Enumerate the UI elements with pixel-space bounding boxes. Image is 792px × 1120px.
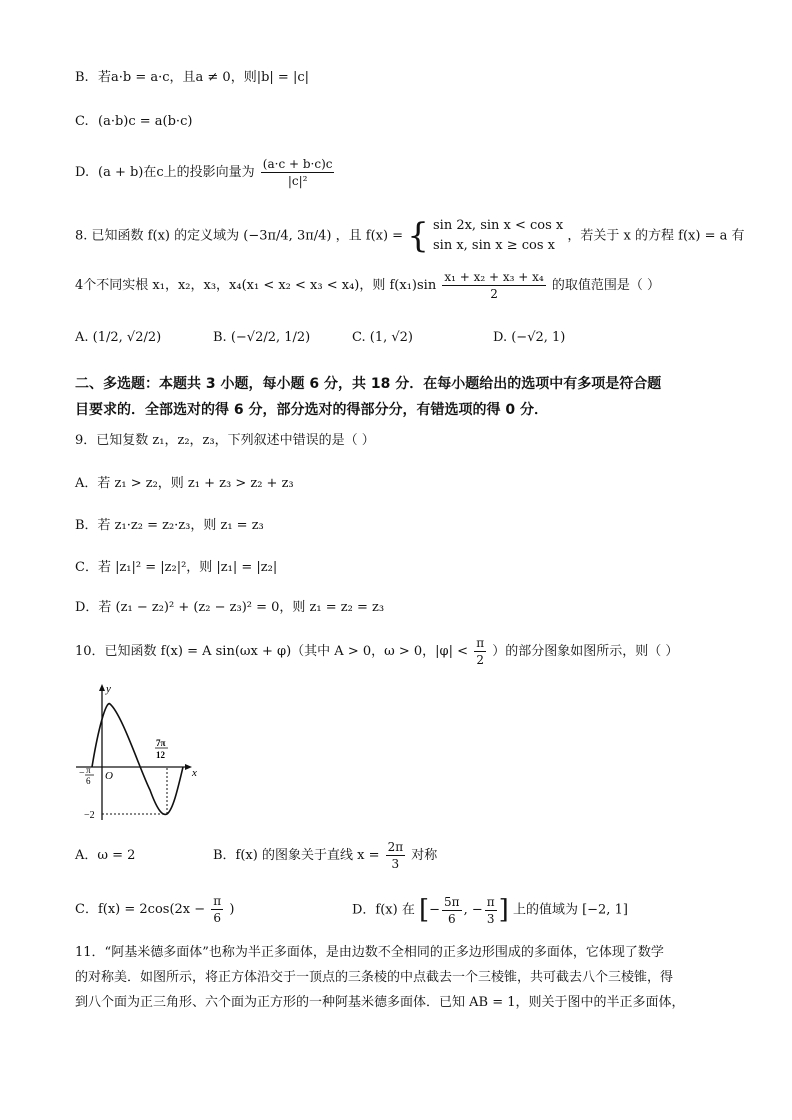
- q8-cases: [433, 216, 563, 256]
- q8-case1: sin 2x, sin x < cos x: [433, 218, 564, 233]
- q8-option-a: [75, 328, 161, 348]
- q10-d-d2: 3: [486, 911, 495, 926]
- q7-option-d-text: [98, 150, 336, 196]
- q7-option-c: C.: [75, 114, 89, 129]
- min-label: −2: [84, 810, 95, 821]
- q7-d-fraction: [261, 156, 335, 189]
- q9-option-a: A．若 z₁ > z₂，则 z₁ + z₃ > z₂ + z₃: [75, 476, 294, 491]
- y-label: y: [106, 683, 111, 695]
- q8-brace: {: [407, 216, 429, 256]
- q8-text-b: ，且 f(x) =: [335, 228, 404, 244]
- q8-case2: sin x, sin x ≥ cos x: [433, 238, 555, 253]
- q10-c-post: ): [229, 902, 235, 917]
- q7-option-b: B.: [75, 70, 89, 85]
- sine-curve: [92, 704, 183, 815]
- y-axis-arrow-icon: [99, 684, 105, 691]
- q7-option-c-text: (a·b)c = a(b·c): [98, 114, 193, 129]
- q8-c-label: C.: [352, 330, 366, 345]
- q8-number: 8.: [75, 228, 88, 244]
- q10-d-pre: D．f(x) 在: [352, 902, 415, 918]
- q8-option-c: [352, 328, 413, 348]
- q10-option-d: D．f(x) 在 [− $\frac{5\pi}{6}$ , − $\frac{\pi}{3}$ ] 上的值域为 [−2, 1]: [352, 894, 628, 926]
- left-num: π: [86, 765, 91, 775]
- q8-d-text: (−√2, 1): [511, 330, 566, 345]
- q9-option-c: C．若 |z₁|² = |z₂|²，则 |z₁| = |z₂|: [75, 560, 278, 575]
- q10-d-n1: 5π: [444, 894, 460, 909]
- q7-d-den: |c|²: [287, 174, 308, 188]
- q10-c-frac: [211, 893, 223, 926]
- section2-heading-line2: 目要求的．全部选对的得 6 分，部分选对的得部分分，有错选项的得 0 分．: [75, 402, 548, 418]
- q8-fraction: [442, 269, 545, 302]
- q11-line1: 11．“阿基米德多面体”也称为半正多面体，是由边数不全相同的正多边形围成的多面体，它体现了数学: [75, 945, 664, 960]
- x-axis-arrow-icon: [185, 764, 192, 770]
- q10-option-a: A．ω = 2: [75, 848, 136, 863]
- q10-stem: [75, 632, 678, 672]
- q10-stem-b: ）的部分图象如图所示，则（ ）: [492, 644, 679, 659]
- q8-b-text: (−√2/2, 1/2): [230, 330, 311, 345]
- q10-stem-a: 10．已知函数 f(x) = A sin(ωx + φ)（其中 A > 0，ω > 0，|φ| <: [75, 644, 469, 659]
- q9-option-d: D．若 (z₁ − z₂)² + (z₂ − z₃)² = 0，则 z₁ = z₂ = z₃: [75, 600, 385, 615]
- q7-option-b-text: 若a·b = a·c，且a ≠ 0，则|b| = |c|: [98, 70, 309, 85]
- x-label: x: [192, 767, 197, 779]
- q7-d-pre: (a + b)在c上的投影向量为: [98, 165, 255, 180]
- q9-option-b: B．若 z₁·z₂ = z₂·z₃，则 z₁ = z₃: [75, 518, 264, 533]
- q10-pi2: [474, 635, 486, 668]
- origin-label: O: [105, 770, 113, 782]
- q9-stem: 9．已知复数 z₁，z₂，z₃，下列叙述中错误的是（ ）: [75, 433, 375, 448]
- q10-d-n2: π: [486, 894, 495, 909]
- q7-d-num: (a·c + b·c)c: [262, 157, 333, 171]
- right-den: 12: [156, 750, 165, 760]
- q10-d-lbracket: [: [418, 895, 430, 925]
- q10-b-pre: B．f(x) 的图象关于直线 x =: [213, 848, 380, 863]
- q10-option-b: [213, 836, 437, 876]
- q11-line2: 的对称美．如图所示，将正方体沿交于一顶点的三条棱的中点截去一个三棱锥，共可截去八个三棱锥，得: [75, 970, 674, 985]
- q10-d-frac2: [485, 894, 497, 927]
- q11-line3: 到八个面为正三角形、六个面为正方形的一种阿基米德多面体．已知 AB = 1，则关于图中的半正多面体，: [75, 995, 685, 1010]
- q8-a-label: A.: [75, 330, 89, 345]
- q8-text-a: 已知函数 f(x) 的定义域为: [91, 228, 240, 244]
- q10-graph: [70, 680, 210, 830]
- q10-pi2-num: π: [476, 636, 485, 650]
- q8-text-c: ，若关于 x 的方程 f(x) = a 有: [567, 228, 745, 244]
- section2-heading-line1: 二、多选题：本题共 3 小题，每小题 6 分，共 18 分．在每小题给出的选项中有多项是符合题: [75, 376, 662, 392]
- q8-stem-line1: [75, 216, 744, 256]
- q7-option-d: D.: [75, 165, 90, 180]
- q8-a-text: (1/2, √2/2): [92, 330, 162, 345]
- q10-d-rbracket: ]: [498, 895, 509, 925]
- q8-line2: 4个不同实根 x₁，x₂，x₃，x₄(x₁ < x₂ < x₃ < x₄)，则 f(x₁)sin: [75, 278, 437, 293]
- q10-c-den: 6: [213, 911, 222, 925]
- q8-b-label: B.: [213, 330, 227, 345]
- q8-frac-num: x₁ + x₂ + x₃ + x₄: [444, 270, 544, 284]
- q8-option-b: [213, 328, 310, 348]
- q10-b-den: 3: [391, 857, 400, 871]
- q8-d-label: D.: [493, 330, 508, 345]
- q10-b-post: 对称: [411, 848, 438, 863]
- q10-d-frac1: [442, 894, 462, 927]
- left-den: 6: [86, 776, 91, 786]
- q10-d-post: 上的值域为 [−2, 1]: [512, 902, 628, 918]
- q10-pi2-den: 2: [476, 653, 484, 667]
- q8-stem-line2: [75, 268, 660, 304]
- q10-d-d1: 6: [447, 911, 456, 926]
- q8-domain: (−3π/4, 3π/4): [243, 228, 332, 244]
- q8-c-text: (1, √2): [369, 330, 413, 345]
- q10-c-pre: C．f(x) = 2cos(2x −: [75, 902, 206, 917]
- q10-b-frac: [386, 839, 406, 872]
- q8-frac-den: 2: [490, 287, 498, 301]
- q10-option-c: [75, 890, 234, 930]
- right-num: 7π: [156, 738, 166, 748]
- left-minus: −: [79, 768, 85, 779]
- q10-c-num: π: [213, 894, 222, 908]
- q8-line2b: 的取值范围是（ ）: [551, 278, 660, 293]
- q8-option-d: [493, 328, 565, 348]
- q10-b-num: 2π: [387, 840, 404, 854]
